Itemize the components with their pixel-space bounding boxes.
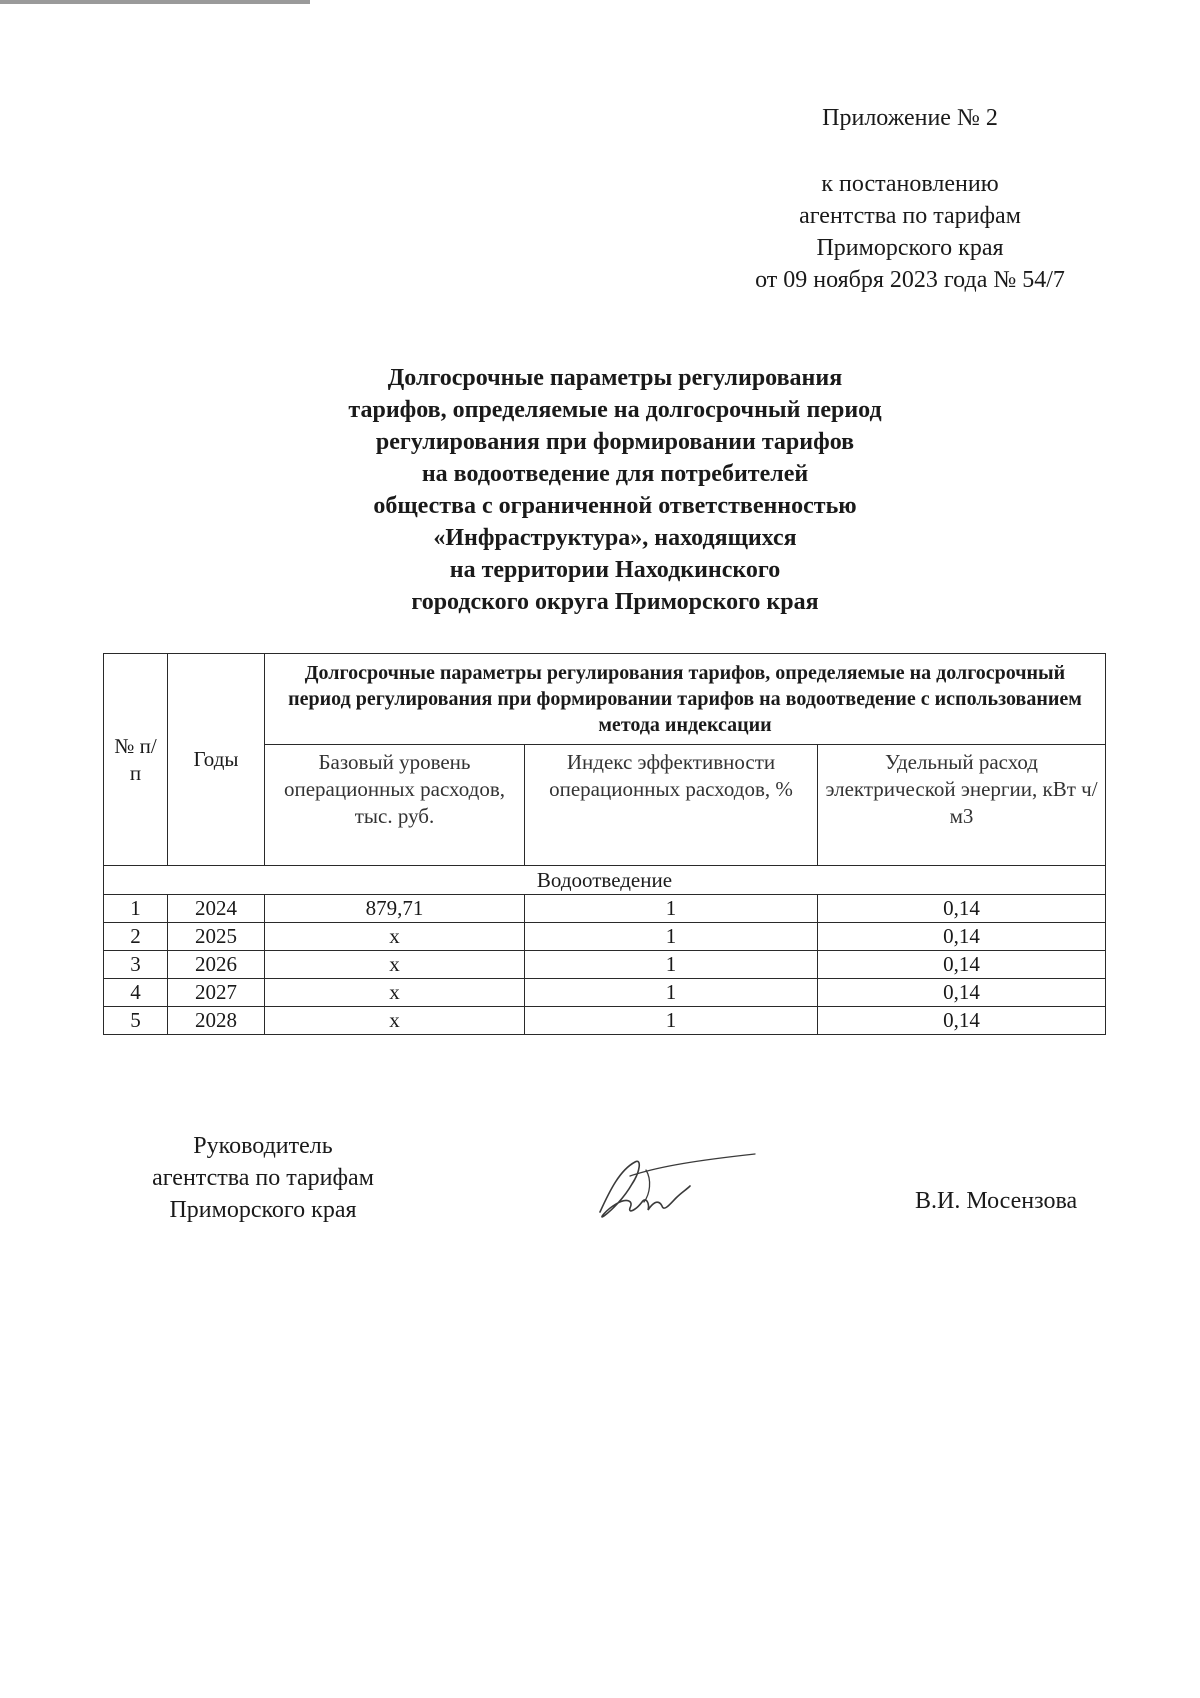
table-row bbox=[104, 951, 1106, 979]
cell-index: 1 bbox=[525, 951, 818, 979]
parameters-table bbox=[103, 653, 1106, 1035]
appendix-number: Приложение № 2 bbox=[822, 105, 998, 131]
cell-index: 1 bbox=[525, 1007, 818, 1035]
cell-no: 2 bbox=[104, 923, 168, 951]
cell-year: 2025 bbox=[168, 923, 265, 951]
signatory-name: В.И. Мосензова bbox=[915, 1188, 1078, 1214]
cell-energy: 0,14 bbox=[818, 951, 1106, 979]
handwritten-signature bbox=[590, 1150, 760, 1230]
document-title bbox=[230, 362, 1000, 618]
cell-no: 5 bbox=[104, 1007, 168, 1035]
title-line: Долгосрочные параметры регулирования bbox=[387, 365, 843, 391]
section-label: Водоотведение bbox=[104, 866, 1106, 895]
resolution-reference bbox=[700, 168, 1120, 296]
table-row bbox=[104, 895, 1106, 923]
column-header-energy-consumption: Удельный расход электрической энергии, кВт ч/м3 bbox=[818, 745, 1106, 866]
cell-base: х bbox=[265, 1007, 525, 1035]
cell-no: 4 bbox=[104, 979, 168, 1007]
cell-base: 879,71 bbox=[265, 895, 525, 923]
section-row bbox=[104, 866, 1106, 895]
cell-year: 2024 bbox=[168, 895, 265, 923]
position-line: агентства по тарифам bbox=[152, 1165, 374, 1191]
cell-no: 1 bbox=[104, 895, 168, 923]
resolution-line: к постановлению bbox=[821, 171, 999, 197]
cell-energy: 0,14 bbox=[818, 1007, 1106, 1035]
resolution-line: Приморского края bbox=[816, 235, 1004, 261]
column-header-no: № п/п bbox=[104, 654, 168, 866]
cell-energy: 0,14 bbox=[818, 895, 1106, 923]
title-line: на территории Находкинского bbox=[449, 557, 781, 583]
title-line: городского округа Приморского края bbox=[411, 589, 819, 615]
position-line: Руководитель bbox=[193, 1133, 333, 1159]
cell-energy: 0,14 bbox=[818, 923, 1106, 951]
column-header-base-expenses: Базовый уровень операционных расходов, тыс. руб. bbox=[265, 745, 525, 866]
column-header-years: Годы bbox=[168, 654, 265, 866]
title-line: на водоотведение для потребителей bbox=[421, 461, 809, 487]
resolution-line: от 09 ноября 2023 года № 54/7 bbox=[755, 267, 1065, 293]
signatory-position bbox=[118, 1130, 408, 1226]
column-header-efficiency-index: Индекс эффективности операционных расходов, % bbox=[525, 745, 818, 866]
position-line: Приморского края bbox=[169, 1197, 357, 1223]
table-row bbox=[104, 923, 1106, 951]
cell-base: х bbox=[265, 979, 525, 1007]
cell-year: 2028 bbox=[168, 1007, 265, 1035]
resolution-line: агентства по тарифам bbox=[799, 203, 1021, 229]
cell-index: 1 bbox=[525, 923, 818, 951]
cell-year: 2027 bbox=[168, 979, 265, 1007]
cell-index: 1 bbox=[525, 979, 818, 1007]
title-line: регулирования при формировании тарифов bbox=[375, 429, 855, 455]
cell-energy: 0,14 bbox=[818, 979, 1106, 1007]
group-header: Долгосрочные параметры регулирования тарифов, определяемые на долгосрочный период регулирования при формировании тарифов на водоотведение с использованием метода индексации bbox=[265, 654, 1106, 745]
title-line: «Инфраструктура», находящихся bbox=[433, 525, 797, 551]
cell-year: 2026 bbox=[168, 951, 265, 979]
title-line: общества с ограниченной ответственностью bbox=[373, 493, 857, 519]
cell-index: 1 bbox=[525, 895, 818, 923]
table-header-row bbox=[104, 654, 1106, 745]
cell-base: х bbox=[265, 923, 525, 951]
table-row bbox=[104, 979, 1106, 1007]
scan-edge-mark bbox=[0, 0, 310, 4]
title-line: тарифов, определяемые на долгосрочный период bbox=[348, 397, 882, 423]
cell-no: 3 bbox=[104, 951, 168, 979]
cell-base: х bbox=[265, 951, 525, 979]
table-row bbox=[104, 1007, 1106, 1035]
